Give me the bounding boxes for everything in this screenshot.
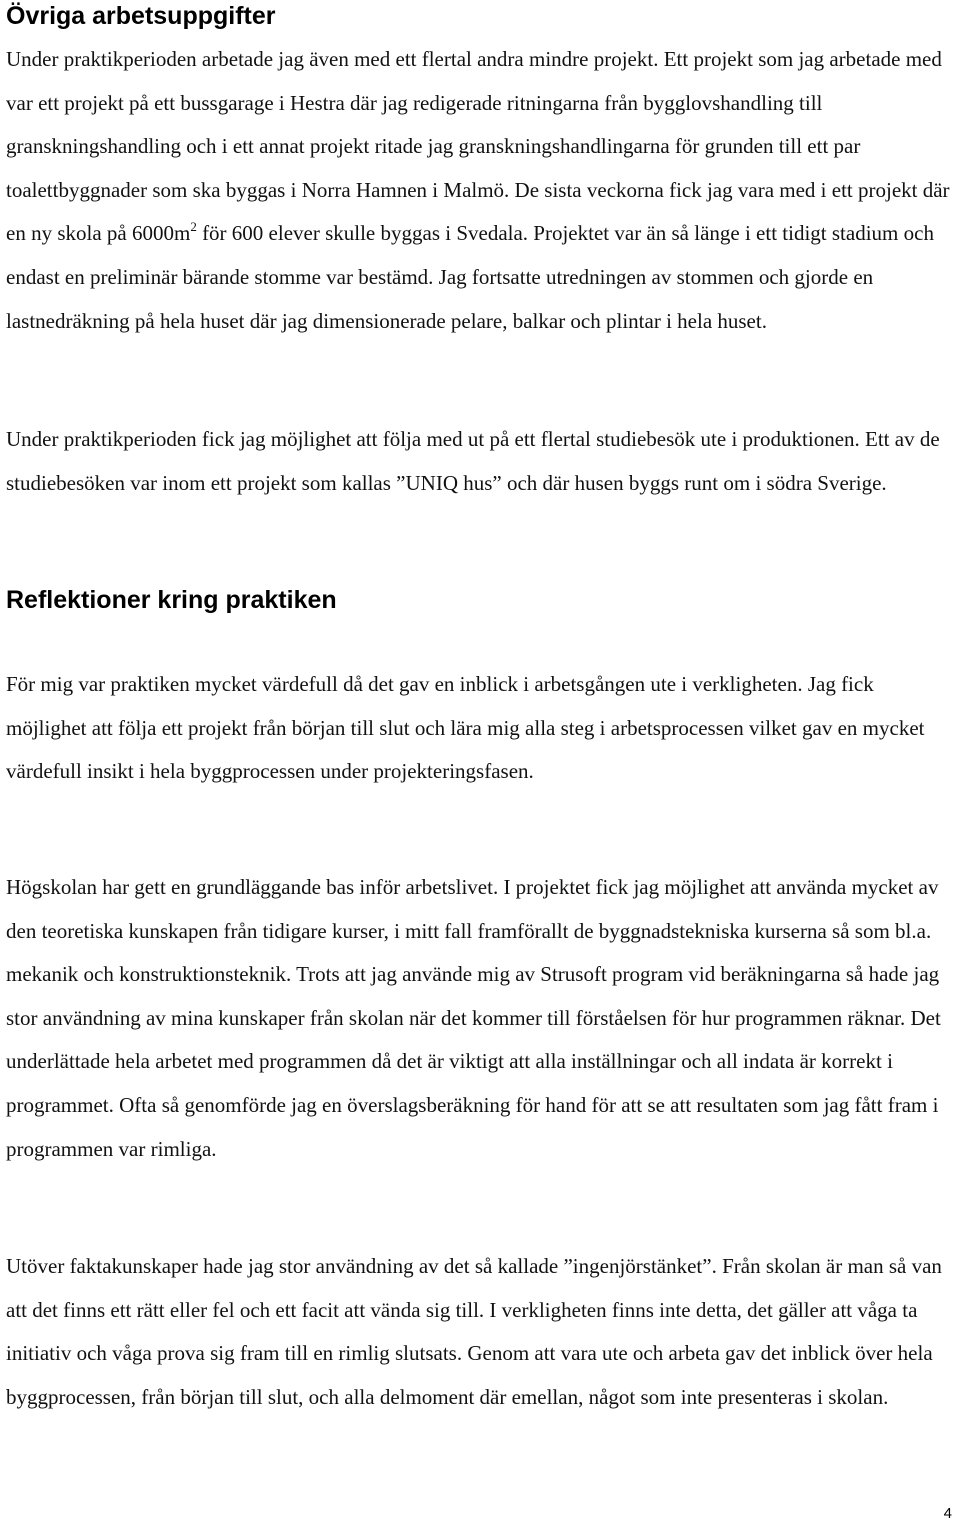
paragraph-text: Under praktikperioden arbetade jag även med ett flertal andra mindre projekt. Ett projekt som jag arbetade med var ett projekt på ett bussgarage i Hestra där jag redigerade ritningarna från bygglovshandling till granskningshandling och i ett annat projekt ritade jag granskningshandlingarna för grunden till ett par toalettbyggnader som ska byggas i Norra Hamnen i Malmö. De sista veckorna fick jag vara med i ett projekt där en ny skola på 6000m (6, 47, 950, 246)
paragraph-reflection-value: För mig var praktiken mycket värdefull då det gav en inblick i arbetsgången ute i verkligheten. Jag fick möjlighet att följa ett projekt från början till slut och lära mig alla steg i arbetsprocessen vilket gav en mycket värdefull insikt i hela byggprocessen under projekteringsfasen. (6, 672, 925, 784)
paragraph-text: för 600 elever skulle byggas i Svedala. Projektet var än så länge i ett tidigt stadium och endast en preliminär bärande stomme var bestämd. Jag fortsatte utredningen av stommen och gjorde en lastnedräkning på hela huset där jag dimensionerade pelare, balkar och plintar i hela huset. (6, 221, 934, 333)
paragraph-university-foundation: Högskolan har gett en grundläggande bas inför arbetslivet. I projektet fick jag möjlighet att använda mycket av den teoretiska kunskapen från tidigare kurser, i mitt fall framförallt de byggnadstekniska kurserna så som bl.a. mekanik och konstruktionsteknik. Trots att jag använde mig av Strusoft program vid beräkningarna så hade jag stor användning av mina kunskaper från skolan när det kommer till förståelsen för hur programmen räknar. Det underlättade hela arbetet med programmen då det är viktigt att alla inställningar och all indata är korrekt i programmet. Ofta så genomförde jag en överslagsberäkning för hand för att se att resultaten som jag fått fram i programmen var rimliga. (6, 875, 941, 1161)
superscript-exponent: 2 (190, 219, 197, 235)
paragraph-engineering-mindset: Utöver faktakunskaper hade jag stor användning av det så kallade ”ingenjörstänket”. Från skolan är man så van att det finns ett rätt eller fel och ett facit att vända sig till. I verkligheten finns inte detta, det gäller att våga ta initiativ och våga prova sig fram till en rimlig slutsats. Genom att vara ute och arbeta gav det inblick över hela byggprocessen, från början till slut, och alla delmoment där emellan, något som inte presenteras i skolan. (6, 1254, 942, 1409)
paragraph-other-projects (6, 38, 954, 343)
page-number: 4 (943, 1505, 952, 1522)
paragraph-study-visits: Under praktikperioden fick jag möjlighet att följa med ut på ett flertal studiebesök ute i produktionen. Ett av de studiebesöken var inom ett projekt som kallas ”UNIQ hus” och där husen byggs runt om i södra Sverige. (6, 427, 940, 495)
section-heading-reflections: Reflektioner kring praktiken (6, 586, 337, 614)
section-heading-other-tasks: Övriga arbetsuppgifter (6, 2, 276, 30)
